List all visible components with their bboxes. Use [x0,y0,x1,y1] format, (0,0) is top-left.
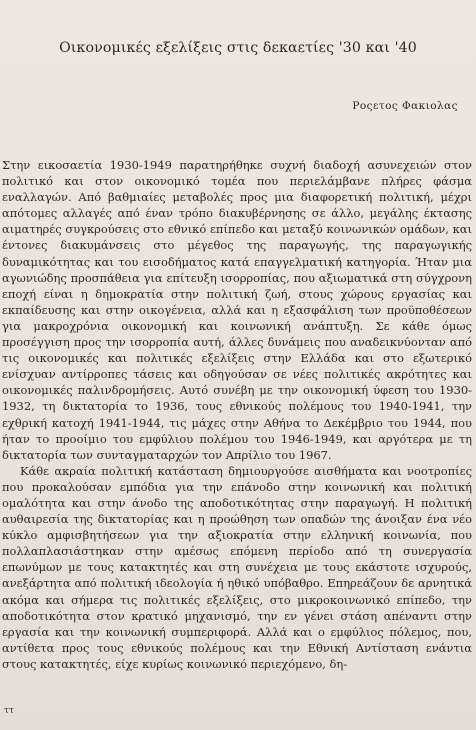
article-title: Οικονομικές εξελίξεις στις δεκαετίες '30 και '40 [59,40,417,56]
article-author: Ροςετος Φακιολας [352,100,458,112]
paragraph-2: Κάθε ακραία πολιτική κατάσταση δημιουργούσε αισθήματα και νοοτροπίες που προκαλούσαν εμπόδια για την επάνοδο στην κοινωνική και πολιτική ομαλότητα και στην άνοδο της αποδοτικότητας στην παραγωγή. Η πολιτική αυθαιρεσία της δικτατορίας και η προώθηση των οπαδών της άνοιξαν ένα νέο κύκλο αμφισβητήσεων για την αξιοκρατία στην ελληνική κοινωνία, που πολλαπλασιάστηκαν στην αμέσως επόμενη περίοδο από τη συνεργασία επωνύμων με τους κατακτητές και στη συνέχεια με τους εκάστοτε ισχυρούς, ανεξάρτητα από πολιτική ιδεολογία ή ηθικό υπόβαθρο. Επηρεάζουν δε αρνητικά ακόμα και σήμερα τις πολιτικές εξελίξεις, στο μικροκοινωνικό επίπεδο, την αποδοτικότητα στον κρατικό μηχανισμό, την εν γένει στάση απέναντι στην εργασία και την κοινωνική συμπεριφορά. Αλλά και ο εμφύλιος πόλεμος, που, αντίθετα προς τους εθνικούς πολέμους και την Εθνική Αντίσταση ενάντια στους κατακτητές, είχε κυρίως κοινωνικό περιεχόμενο, δη- [2,463,472,671]
page-number: ττ [4,706,14,716]
article-body [2,157,472,672]
paragraph-1: Στην εικοσαετία 1930-1949 παρατηρήθηκε συχνή διαδοχή ασυνεχειών στον πολιτικό και στον οικονομικό τομέα που περιελάμβανε πλήρες φάσμα εναλλαγών. Από βαθμιαίες μεταβολές προς μια διαφορετική πολιτική, μέχρι απότομες αλλαγές από έναν τρόπο διακυβέρνησης σε άλλο, μεγάλης έκτασης αιματηρές συγκρούσεις στο εθνικό επίπεδο και μεταξύ κοινωνικών ομάδων, και έντονες διακυμάνσεις στο μέγεθος της παραγωγής, της παραγωγικής δυναμικότητας και του εισοδήματος κατά επαγγελματική κατηγορία. Ήταν μια αγωνιώδης προσπάθεια για επίτευξη ισορροπίας, που αξιωματικά στη σύγχρονη εποχή είναι η δημοκρατία στην πολιτική ζωή, στους χώρους εργασίας και εκπαίδευσης και στην οικογένεια, αλλά και η εξασφάλιση των προϋποθέσεων για μακροχρόνια οικονομική και κοινωνική ανάπτυξη. Σε κάθε όμως προσέγγιση προς την ισορροπία αυτή, άλλες δυνάμεις που αναδεικνύονταν από τις οικονομικές και πολιτικές εξελίξεις στην Ελλάδα και στο εξωτερικό ενίσχυαν αντίρροπες τάσεις και οδηγούσαν σε νέες πολιτικές ακρότητες και οικονομικές παλινδρομήσεις. Αυτό συνέβη με την οικονομική ύφεση του 1930-1932, τη δικτατορία το 1936, τους εθνικούς πολέμους του 1940-1941, την εχθρική κατοχή 1941-1944, τις μάχες στην Αθήνα το Δεκέμβριο του 1944, που ήταν το προοίμιο του εμφύλιου πολέμου του 1946-1949, και αργότερα με τη δικτατορία των συνταγματαρχών τον Απρίλιο του 1967. [2,158,472,462]
